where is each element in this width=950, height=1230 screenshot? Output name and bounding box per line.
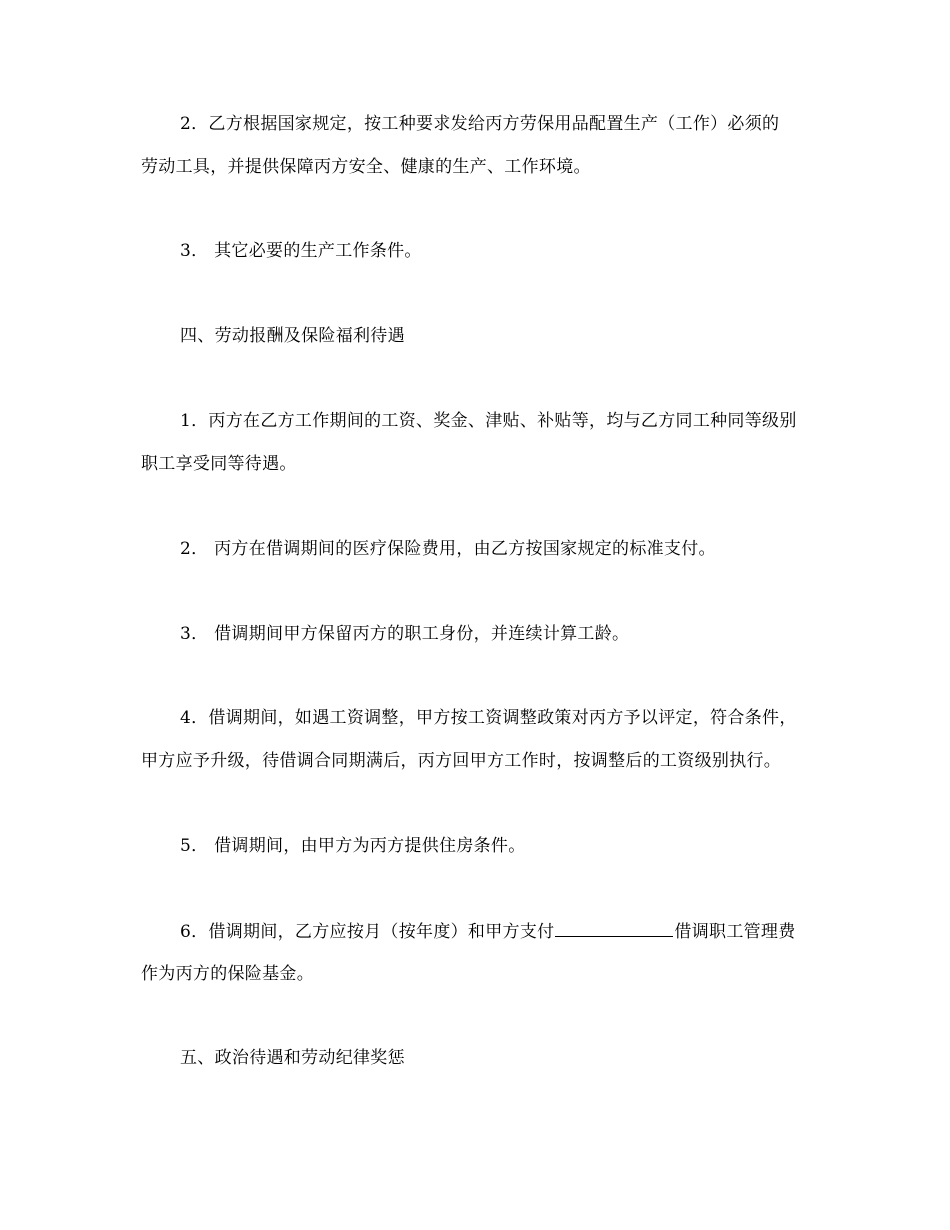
section-4-paragraph-4-line-2: 甲方应予升级，待借调合同期满后，丙方回甲方工作时，按调整后的工资级别执行。	[141, 751, 782, 771]
section-4-paragraph-1-line-1: 1．丙方在乙方工作期间的工资、奖金、津贴、补贴等，均与乙方同工种同等级别	[180, 411, 797, 431]
paragraph-6-text-after-blank: 借调职工管理费	[674, 922, 796, 942]
paragraph-3: 3． 其它必要的生产工作条件。	[180, 241, 422, 261]
section-4-paragraph-6-line-2: 作为丙方的保险基金。	[141, 964, 314, 984]
section-4-paragraph-1-line-2: 职工享受同等待遇。	[141, 454, 297, 474]
section-heading-5: 五、政治待遇和劳动纪律奖惩	[180, 1048, 405, 1068]
paragraph-2-line-2: 劳动工具，并提供保障丙方安全、健康的生产、工作环境。	[141, 157, 591, 177]
section-4-paragraph-2: 2． 丙方在借调期间的医疗保险费用，由乙方按国家规定的标准支付。	[180, 539, 716, 559]
section-4-paragraph-4-line-1: 4．借调期间，如遇工资调整，甲方按工资调整政策对丙方予以评定，符合条件，	[180, 708, 797, 728]
section-heading-4: 四、劳动报酬及保险福利待遇	[180, 326, 405, 346]
section-4-paragraph-5: 5． 借调期间，由甲方为丙方提供住房条件。	[180, 836, 526, 856]
section-4-paragraph-6-line-1	[180, 920, 796, 943]
section-4-paragraph-3: 3． 借调期间甲方保留丙方的职工身份，并连续计算工龄。	[180, 624, 630, 644]
paragraph-2-line-1: 2．乙方根据国家规定，按工种要求发给丙方劳保用品配置生产（工作）必须的	[180, 114, 780, 134]
fill-in-blank[interactable]	[555, 920, 673, 937]
paragraph-6-text-before-blank: 6．借调期间，乙方应按月（按年度）和甲方支付	[180, 922, 555, 942]
